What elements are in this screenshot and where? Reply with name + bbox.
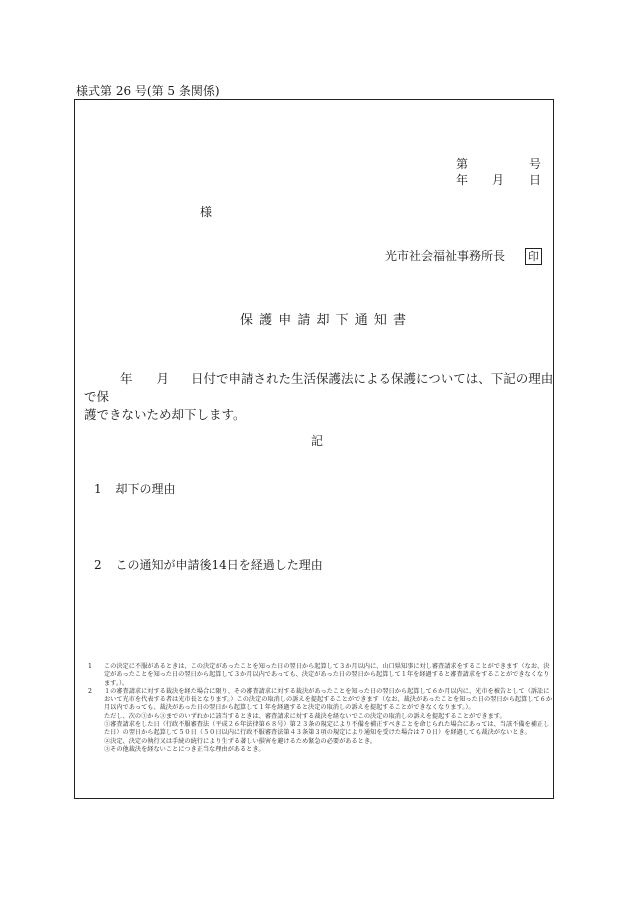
sender-title: 光市社会福祉事務所長 bbox=[385, 249, 506, 263]
document-title: 保 護 申 請 却 下 通 知 書 bbox=[240, 313, 408, 328]
note-2-continuation: ただし、次の①から③までのいずれかに該当するときは、審査請求に対する裁決を経ないでこの決定の取消しの訴えを提起することができます。 bbox=[104, 712, 506, 720]
item-1 bbox=[94, 480, 175, 497]
note-2 bbox=[88, 688, 554, 713]
notes-section bbox=[88, 663, 554, 754]
body-line-1 bbox=[84, 370, 554, 406]
note-2-sub-1: ①審査請求をした日（行政不服審査法（平成２６年法律第６８号）第２３条の規定により不備を補正すべきことを命じられた場合にあっては、当該不備を補正した日）の翌日から起算して５０日（５０日以内に行政不服審査法第４３条第３項の規定により通知を受けた場合は７０日）を経過しても裁決がないとき。 bbox=[104, 721, 550, 737]
body-month: 月 bbox=[156, 371, 170, 386]
sender-line bbox=[385, 247, 542, 265]
date-day: 日 bbox=[529, 173, 542, 187]
addressee-honorific: 様 bbox=[200, 205, 213, 219]
form-label: 様式第 26 号(第 5 条関係) bbox=[76, 84, 220, 98]
body-line-2: 護できないため却下します。 bbox=[84, 407, 246, 422]
item-1-number: 1 bbox=[94, 482, 102, 496]
item-2-label: この通知が申請後14日を経過した理由 bbox=[115, 558, 323, 572]
note-1-text: この決定に不服があるときは、この決定があったことを知った日の翌日から起算して３か月以内に、山口県知事に対し審査請求をすることができます（なお、決定があったことを知った日の翌日から起算して３か月以内であっても、決定があった日の翌日から起算して１年を経過すると審査請求をすることができなくなります。）。 bbox=[104, 663, 550, 687]
note-2-sub-2: ②決定、決定の執行又は手続の続行により生ずる著しい損害を避けるため緊急の必要があるとき。 bbox=[104, 737, 376, 745]
note-1-number: 1 bbox=[88, 663, 92, 670]
note-2-text: １の審査請求に対する裁決を経た場合に限り、その審査請求に対する裁決があったことを知った日の翌日から起算して６か月以内に、光市を被告として（訴訟において光市を代表する者は光市長となります。）この決定の取消しの訴えを提起することができます（なお、裁決があったことを知った日の翌日から起算して６か月以内であっても、裁決があった日の翌日から起算して１年を経過すると決定の取消しの訴えを提起することができなくなります。）。 bbox=[104, 687, 553, 712]
item-2 bbox=[94, 556, 323, 573]
ki-heading: 記 bbox=[311, 434, 324, 448]
item-2-number: 2 bbox=[94, 558, 102, 572]
body-line1-text: 日付で申請された生活保護法による保護については、下記の理由で保 bbox=[84, 371, 554, 404]
note-1 bbox=[88, 663, 554, 688]
number-prefix: 第 bbox=[456, 157, 469, 171]
number-suffix: 号 bbox=[529, 157, 542, 171]
seal-mark: 印 bbox=[525, 248, 542, 265]
note-2-number: 2 bbox=[88, 687, 92, 695]
body-paragraph bbox=[84, 370, 554, 424]
date-month: 月 bbox=[492, 173, 505, 187]
date-year: 年 bbox=[456, 173, 469, 187]
body-year: 年 bbox=[120, 371, 133, 386]
item-1-label: 却下の理由 bbox=[115, 482, 176, 496]
note-2-sub-3: ③その他裁決を経ないことにつき正当な理由があるとき。 bbox=[104, 745, 265, 753]
